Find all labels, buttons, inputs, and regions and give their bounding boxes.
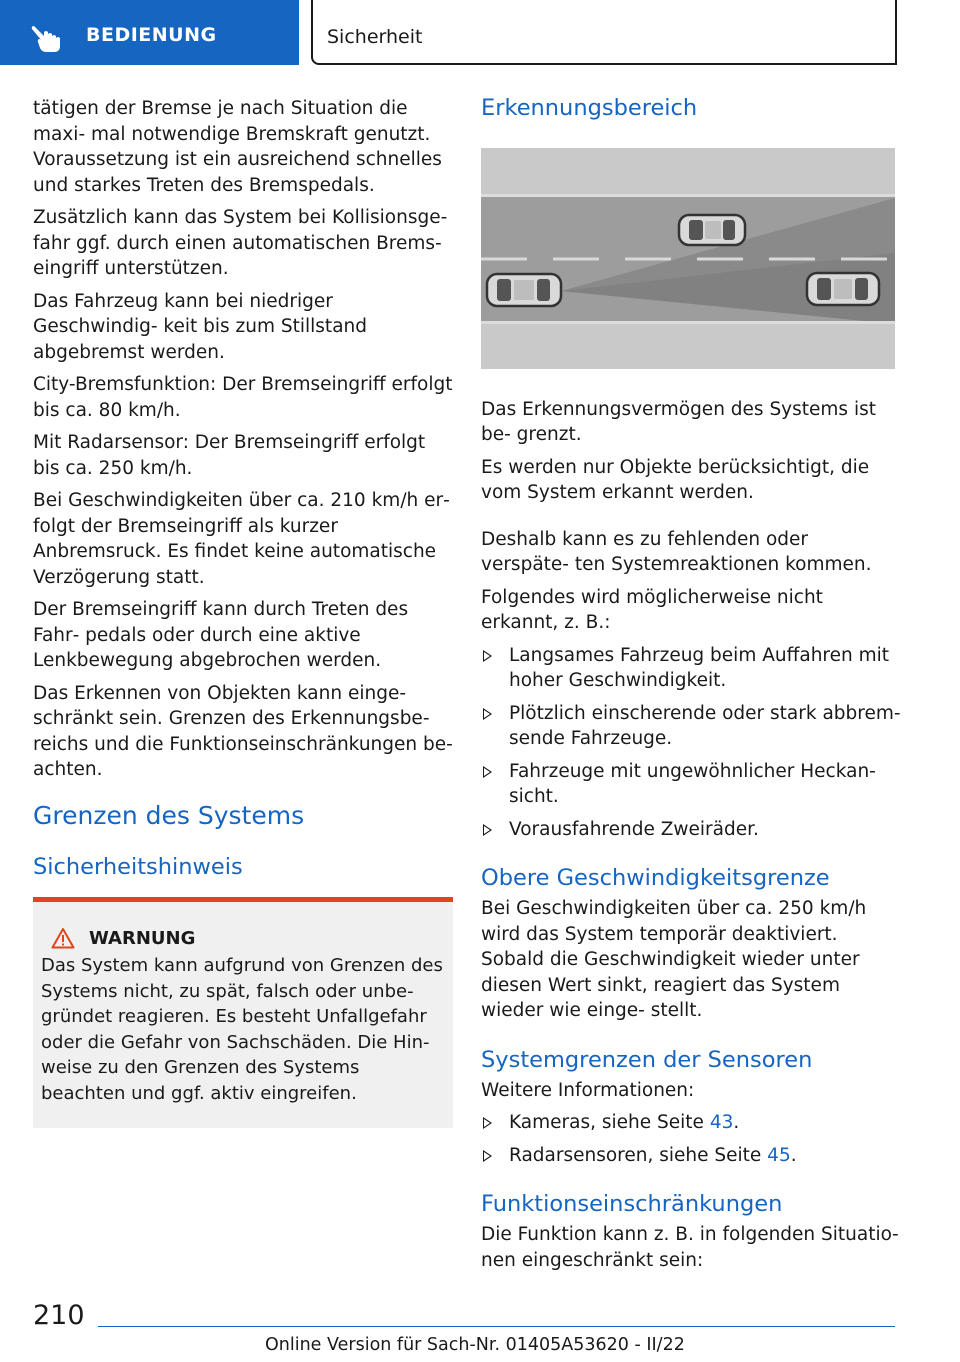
paragraph: tätigen der Bremse je nach Situation die maxi‐ mal notwendige Bremskraft genutzt. Voraussetzung ist ein ausreichend schnelles und starkes Treten des Bremspedals. xyxy=(33,98,442,196)
paragraph: Die Funktion kann z. B. in folgenden Situatio‐ nen eingeschränkt sein: xyxy=(481,1224,899,1271)
list-item: Kameras, siehe Seite 43. xyxy=(481,1110,901,1136)
page-link-45[interactable]: 45 xyxy=(767,1144,791,1166)
bullet-triangle-icon xyxy=(483,1117,492,1129)
paragraph: Das Erkennungsvermögen des Systems ist be‐ grenzt. xyxy=(481,398,876,445)
list-item: Fahrzeuge mit ungewöhnlicher Heckan‐ sicht. xyxy=(481,759,901,810)
footer-divider xyxy=(98,1326,895,1327)
heading-system-limits: Grenzen des Systems xyxy=(33,800,305,830)
sensor-list xyxy=(481,1110,901,1168)
list-item: Langsames Fahrzeug beim Auffahren mit hoher Geschwindigkeit. xyxy=(481,643,901,694)
paragraph: Zusätzlich kann das System bei Kollisionsge‐ fahr ggf. durch einen automatischen Brems‐ eingriff unterstützen. xyxy=(33,207,448,279)
paragraph: Deshalb kann es zu fehlenden oder verspäte‐ ten Systemreaktionen kommen. xyxy=(481,528,872,575)
warning-text: Das System kann aufgrund von Grenzen des Systems nicht, zu spät, falsch oder unbe‐ gründet reagieren. Es besteht Unfallgefahr oder die Gefahr von Sachschäden. Die Hin‐ weise zu den Grenzen des Systems beachten und ggf. aktiv eingreifen. xyxy=(41,955,443,1104)
page-number: 210 xyxy=(33,1300,85,1331)
bullet-triangle-icon xyxy=(483,650,492,662)
warning-title-text: WARNUNG xyxy=(89,927,196,949)
bullet-triangle-icon xyxy=(483,824,492,836)
pointing-hand-icon xyxy=(30,20,66,54)
not-detected-list xyxy=(481,643,901,843)
section-label: Sicherheit xyxy=(327,26,423,48)
paragraph: Bei Geschwindigkeiten über ca. 250 km/h wird das System temporär deaktiviert. Sobald die Geschwindigkeit wieder unter diesen Wert sinkt, reagiert das System wieder wie einge‐ stellt. xyxy=(481,898,867,1021)
paragraph: Bei Geschwindigkeiten über ca. 210 km/h er‐ folgt der Bremseingriff als kurzer Anbremsruck. Es findet keine automatische Verzögerung statt. xyxy=(33,490,450,588)
bullet-triangle-icon xyxy=(483,708,492,720)
bullet-triangle-icon xyxy=(483,1150,492,1162)
list-item: Vorausfahrende Zweiräder. xyxy=(481,817,901,843)
heading-detection-range: Erkennungsbereich xyxy=(481,95,698,121)
paragraph: Folgendes wird möglicherweise nicht erkannt, z. B.: xyxy=(481,586,823,633)
list-item: Plötzlich einscherende oder stark abbrem‐ sende Fahrzeuge. xyxy=(481,701,901,752)
heading-sensor-limits: Systemgrenzen der Sensoren xyxy=(481,1046,813,1073)
heading-safety-note: Sicherheitshinweis xyxy=(33,853,243,880)
right-column xyxy=(481,96,901,1280)
warning-box xyxy=(33,897,453,1129)
paragraph: City-Bremsfunktion: Der Bremseingriff erfolgt bis ca. 80 km/h. xyxy=(33,374,453,421)
paragraph: Weitere Informationen: xyxy=(481,1079,695,1101)
car-icon xyxy=(487,274,561,306)
paragraph: Mit Radarsensor: Der Bremseingriff erfolgt bis ca. 250 km/h. xyxy=(33,432,426,479)
detection-range-illustration xyxy=(481,148,895,369)
car-icon xyxy=(679,215,745,245)
list-item: Radarsensoren, siehe Seite 45. xyxy=(481,1143,901,1169)
chapter-label: BEDIENUNG xyxy=(86,24,217,46)
warning-triangle-icon xyxy=(51,927,75,949)
page-link-43[interactable]: 43 xyxy=(709,1112,734,1133)
paragraph: Das Fahrzeug kann bei niedriger Geschwindig‐ keit bis zum Stillstand abgebremst werden. xyxy=(33,290,367,363)
footer-online-version: Online Version für Sach-Nr. 01405A53620 - II/22 xyxy=(265,1335,685,1355)
heading-function-restrictions: Funktionseinschränkungen xyxy=(481,1191,783,1217)
warning-title xyxy=(41,926,445,952)
left-column xyxy=(33,96,453,1128)
heading-upper-speed-limit: Obere Geschwindigkeitsgrenze xyxy=(481,865,830,891)
bullet-triangle-icon xyxy=(483,766,492,778)
paragraph: Der Bremseingriff kann durch Treten des Fahr‐ pedals oder durch eine aktive Lenkbewegung abgebrochen werden. xyxy=(33,599,409,671)
paragraph: Es werden nur Objekte berücksichtigt, die vom System erkannt werden. xyxy=(481,456,870,503)
car-icon xyxy=(807,273,879,305)
section-header xyxy=(311,0,897,65)
chapter-tab xyxy=(0,0,299,65)
paragraph: Das Erkennen von Objekten kann einge‐ schränkt sein. Grenzen des Erkennungsbe‐ reichs und die Funktionseinschränkungen be‐ achten. xyxy=(33,682,453,780)
